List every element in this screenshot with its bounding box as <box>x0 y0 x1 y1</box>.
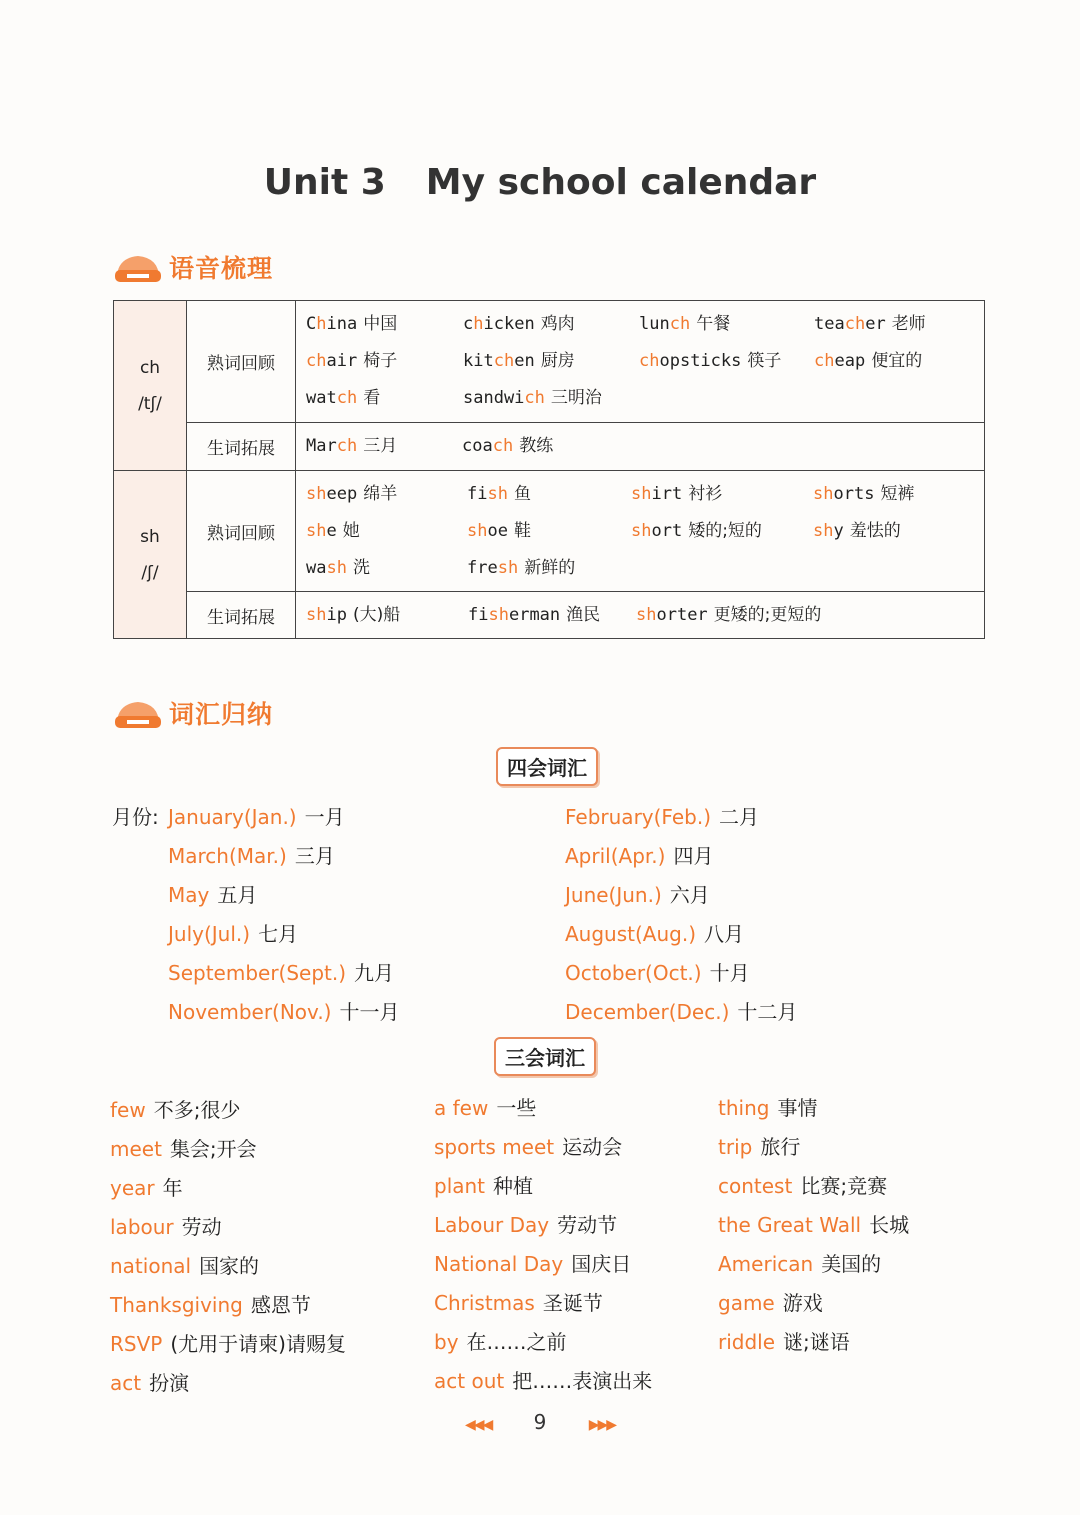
vocab-chinese: 九月 <box>354 961 395 985</box>
word-meaning: 洗 <box>352 557 370 578</box>
word-highlight: ch <box>336 388 358 408</box>
word-highlight: sh <box>631 520 652 541</box>
word-highlight: sh <box>497 557 519 578</box>
vocab-english: act out <box>434 1369 505 1393</box>
word-meaning: 她 <box>342 520 360 541</box>
vocab-english: Thanksgiving <box>110 1293 243 1317</box>
vocab-item <box>434 1206 652 1245</box>
vocab-item <box>565 915 797 954</box>
vocab-item <box>168 993 400 1032</box>
section-tab-icon <box>113 694 163 732</box>
phonics-table <box>113 300 985 639</box>
three-skill-column-3 <box>718 1089 909 1362</box>
vocab-chinese: 国庆日 <box>571 1252 632 1276</box>
word-highlight: sh <box>467 520 488 541</box>
word-prefix: fi <box>467 483 488 504</box>
vocab-item <box>434 1323 652 1362</box>
vocab-chinese: 一月 <box>304 805 345 829</box>
word-suffix: e <box>326 520 337 541</box>
phonics-section-header <box>113 248 273 286</box>
vocab-item <box>718 1167 909 1206</box>
word-meaning: 看 <box>363 388 381 408</box>
vocab-english: Christmas <box>434 1291 535 1315</box>
vocab-item <box>434 1284 652 1323</box>
vocab-item <box>110 1247 346 1286</box>
sh-new-words <box>296 592 985 639</box>
unit-label: Unit 3 <box>263 162 386 203</box>
word-prefix: fre <box>467 557 498 578</box>
word-meaning: (大)船 <box>352 604 401 625</box>
vocab-item <box>565 876 797 915</box>
word-meaning: 鱼 <box>513 483 531 504</box>
section-tab-icon <box>113 248 163 286</box>
phonics-word <box>306 597 468 634</box>
vocab-chinese: 十月 <box>709 961 750 985</box>
phonics-section-title: 语音梳理 <box>169 254 274 283</box>
sh-new-label: 生词拓展 <box>187 592 296 639</box>
vocab-item <box>434 1362 652 1401</box>
word-highlight: ch <box>336 436 358 456</box>
vocab-chinese: 劳动节 <box>557 1213 618 1237</box>
vocab-english: September(Sept.) <box>168 961 347 985</box>
word-meaning: 矮的;短的 <box>688 520 762 541</box>
word-meaning: 鸡肉 <box>540 314 575 334</box>
word-prefix: wa <box>306 557 327 578</box>
vocab-english: labour <box>110 1215 174 1239</box>
phonics-word <box>463 380 639 417</box>
word-suffix: ort <box>651 520 683 541</box>
word-highlight: ch <box>493 351 515 371</box>
phonics-word <box>467 550 631 587</box>
vocab-english: act <box>110 1371 142 1395</box>
word-meaning: 椅子 <box>363 351 398 371</box>
word-grid <box>296 597 984 634</box>
vocab-chinese: 游戏 <box>782 1291 823 1315</box>
word-suffix: er <box>865 314 886 334</box>
vocab-chinese: 运动会 <box>562 1135 623 1159</box>
word-prefix: C <box>306 314 317 334</box>
word-meaning: 衬衫 <box>688 483 723 504</box>
phonics-word <box>639 343 814 380</box>
word-meaning: 便宜的 <box>871 351 923 371</box>
phonics-word <box>463 306 639 343</box>
vocab-item <box>110 1325 346 1364</box>
ch-familiar-words <box>296 301 985 423</box>
word-suffix: irt <box>651 483 683 504</box>
phonics-word <box>814 343 974 380</box>
vocab-chinese: 旅行 <box>760 1135 801 1159</box>
word-suffix: oe <box>487 520 508 541</box>
phonics-word <box>306 306 463 343</box>
vocab-chinese: 十二月 <box>737 1000 798 1024</box>
vocab-item <box>168 798 400 837</box>
vocab-chinese: 劳动 <box>181 1215 222 1239</box>
three-skill-column-1 <box>110 1091 346 1403</box>
word-suffix: opsticks <box>659 351 742 371</box>
vocab-english: June(Jun.) <box>565 883 662 907</box>
phonics-word <box>462 428 662 465</box>
vocab-item <box>434 1167 652 1206</box>
word-prefix: lun <box>639 314 670 334</box>
word-suffix: y <box>833 520 844 541</box>
word-highlight: sh <box>631 483 652 504</box>
vocab-section-title: 词汇归纳 <box>169 700 274 729</box>
unit-name: My school calendar <box>425 162 817 203</box>
three-skill-column-2 <box>434 1089 652 1401</box>
word-suffix: orts <box>833 483 875 504</box>
vocab-chinese: 在……之前 <box>466 1330 567 1354</box>
word-highlight: ch <box>524 388 545 408</box>
vocab-chinese: 感恩节 <box>250 1293 311 1317</box>
vocab-chinese: 年 <box>162 1176 183 1200</box>
vocab-item <box>168 876 400 915</box>
sh-symbol: sh <box>140 526 160 547</box>
vocab-item <box>565 837 797 876</box>
vocab-english: the Great Wall <box>718 1213 862 1237</box>
vocab-chinese: 不多;很少 <box>153 1098 241 1122</box>
vocab-english: November(Nov.) <box>168 1000 332 1024</box>
word-highlight: ch <box>492 436 514 456</box>
vocab-chinese: 十一月 <box>339 1000 400 1024</box>
vocab-english: American <box>718 1252 814 1276</box>
vocab-chinese: 八月 <box>704 922 745 946</box>
word-meaning: 中国 <box>363 314 398 334</box>
word-prefix: c <box>463 314 474 334</box>
vocab-english: few <box>110 1098 146 1122</box>
phonics-word <box>467 476 631 513</box>
phonics-word <box>631 476 813 513</box>
vocab-chinese: 美国的 <box>821 1252 882 1276</box>
word-highlight: h <box>316 314 327 334</box>
ch-ipa: /tʃ/ <box>138 393 162 414</box>
word-suffix: eep <box>326 483 358 504</box>
word-meaning: 教练 <box>519 436 554 456</box>
phonics-word <box>467 513 631 550</box>
vocab-english: game <box>718 1291 775 1315</box>
word-highlight: h <box>473 314 484 334</box>
word-suffix: eap <box>834 351 866 371</box>
four-skill-badge: 四会词汇 <box>496 747 598 786</box>
word-meaning: 绵羊 <box>363 483 398 504</box>
vocab-english: February(Feb.) <box>565 805 711 829</box>
sh-familiar-label: 熟词回顾 <box>187 471 296 592</box>
vocab-english: July(Jul.) <box>168 922 251 946</box>
vocab-item <box>168 954 400 993</box>
ch-symbol: ch <box>139 357 161 378</box>
ch-familiar-label: 熟词回顾 <box>187 301 296 423</box>
vocab-chinese: 六月 <box>669 883 710 907</box>
vocab-item <box>110 1208 346 1247</box>
word-suffix: erman <box>508 604 561 625</box>
vocab-item <box>565 798 797 837</box>
word-meaning: 渔民 <box>566 604 601 625</box>
vocab-item <box>168 837 400 876</box>
word-prefix: sandwi <box>463 388 525 408</box>
vocab-item <box>718 1128 909 1167</box>
word-suffix: ina <box>326 314 358 334</box>
phonics-word <box>636 597 876 634</box>
vocab-english: March(Mar.) <box>168 844 287 868</box>
word-meaning: 三月 <box>363 436 398 456</box>
phonics-word <box>813 513 973 550</box>
word-suffix: icken <box>483 314 535 334</box>
vocab-chinese: 七月 <box>258 922 299 946</box>
word-meaning: 午餐 <box>696 314 731 334</box>
vocab-item <box>434 1245 652 1284</box>
vocab-english: sports meet <box>434 1135 555 1159</box>
vocab-chinese: 五月 <box>217 883 258 907</box>
word-highlight: sh <box>306 483 327 504</box>
phonics-word <box>813 476 973 513</box>
phonics-word <box>639 306 814 343</box>
vocab-english: May <box>168 883 210 907</box>
word-highlight: sh <box>813 483 834 504</box>
phonics-word <box>306 476 467 513</box>
word-highlight: sh <box>306 520 327 541</box>
vocab-chinese: 长城 <box>869 1213 910 1237</box>
word-highlight: sh <box>306 604 327 625</box>
page-number: 9 <box>533 1410 547 1434</box>
vocab-chinese: 一些 <box>496 1096 537 1120</box>
phonics-word <box>814 306 974 343</box>
word-prefix: wat <box>306 388 337 408</box>
months-prefix: 月份: <box>112 805 159 829</box>
vocab-chinese: (尤用于请柬)请赐复 <box>170 1332 346 1356</box>
vocab-english: August(Aug.) <box>565 922 697 946</box>
phonics-word <box>306 428 462 465</box>
vocab-item <box>168 915 400 954</box>
word-highlight: sh <box>487 483 508 504</box>
three-skill-badge: 三会词汇 <box>494 1037 596 1076</box>
vocab-section-header <box>113 694 273 732</box>
word-suffix: en <box>514 351 535 371</box>
vocab-chinese: 事情 <box>777 1096 818 1120</box>
vocab-item <box>110 1130 346 1169</box>
vocab-item <box>434 1128 652 1167</box>
vocab-english: year <box>110 1176 155 1200</box>
word-highlight: ch <box>814 351 835 371</box>
word-highlight: sh <box>326 557 347 578</box>
vocab-english: contest <box>718 1174 793 1198</box>
vocab-item <box>110 1169 346 1208</box>
page-title <box>0 162 1080 203</box>
word-highlight: sh <box>813 520 834 541</box>
vocab-chinese: 扮演 <box>149 1371 190 1395</box>
word-meaning: 三明治 <box>550 388 602 408</box>
word-grid <box>296 306 984 417</box>
vocab-chinese: 三月 <box>294 844 335 868</box>
vocab-english: December(Dec.) <box>565 1000 730 1024</box>
sh-familiar-words <box>296 471 985 592</box>
vocab-english: national <box>110 1254 192 1278</box>
word-meaning: 厨房 <box>540 351 575 371</box>
phonics-word <box>468 597 636 634</box>
vocab-item <box>434 1089 652 1128</box>
phonics-word <box>631 513 813 550</box>
vocab-item <box>718 1206 909 1245</box>
word-suffix: ip <box>326 604 347 625</box>
word-meaning: 鞋 <box>513 520 531 541</box>
vocab-english: Labour Day <box>434 1213 550 1237</box>
ch-symbol-cell <box>114 301 187 471</box>
vocab-item <box>110 1364 346 1403</box>
vocab-english: January(Jan.) <box>168 805 297 829</box>
vocab-english: by <box>434 1330 459 1354</box>
vocab-chinese: 圣诞节 <box>542 1291 603 1315</box>
word-prefix: tea <box>814 314 845 334</box>
word-highlight: ch <box>306 351 327 371</box>
vocab-english: April(Apr.) <box>565 844 666 868</box>
word-prefix: fi <box>468 604 489 625</box>
phonics-word <box>306 550 467 587</box>
sh-ipa: /ʃ/ <box>141 562 159 583</box>
word-meaning: 筷子 <box>747 351 782 371</box>
vocab-item <box>718 1284 909 1323</box>
months-left-column <box>168 798 400 1032</box>
word-prefix: kit <box>463 351 494 371</box>
word-meaning: 新鲜的 <box>524 557 576 578</box>
word-prefix: Mar <box>306 436 337 456</box>
vocab-english: riddle <box>718 1330 776 1354</box>
vocab-chinese: 集会;开会 <box>169 1137 257 1161</box>
word-highlight: sh <box>488 604 509 625</box>
ch-new-words <box>296 423 985 471</box>
vocab-item <box>110 1091 346 1130</box>
vocab-english: thing <box>718 1096 770 1120</box>
vocab-item <box>718 1323 909 1362</box>
vocab-chinese: 四月 <box>673 844 714 868</box>
word-prefix: coa <box>462 436 493 456</box>
vocab-chinese: 谜;谜语 <box>783 1330 850 1354</box>
word-meaning: 羞怯的 <box>849 520 901 541</box>
vocab-chinese: 比赛;竞赛 <box>800 1174 888 1198</box>
word-highlight: ch <box>639 351 660 371</box>
word-grid <box>296 428 984 465</box>
prev-arrows-icon: ◀◀◀ <box>464 1417 492 1433</box>
vocab-english: plant <box>434 1174 486 1198</box>
phonics-word <box>306 343 463 380</box>
word-meaning: 更矮的;更短的 <box>713 604 822 625</box>
vocab-item <box>565 993 797 1032</box>
vocab-english: National Day <box>434 1252 564 1276</box>
vocab-item <box>718 1089 909 1128</box>
vocab-chinese: 二月 <box>719 805 759 829</box>
phonics-word <box>306 380 463 417</box>
ch-new-label: 生词拓展 <box>187 423 296 471</box>
next-arrows-icon: ▶▶▶ <box>588 1417 616 1433</box>
word-highlight: ch <box>669 314 691 334</box>
word-meaning: 短裤 <box>880 483 915 504</box>
vocab-english: meet <box>110 1137 162 1161</box>
phonics-word <box>463 343 639 380</box>
word-meaning: 老师 <box>891 314 926 334</box>
word-suffix: air <box>326 351 358 371</box>
vocab-item <box>110 1286 346 1325</box>
page-footer <box>0 1410 1080 1434</box>
vocab-english: a few <box>434 1096 489 1120</box>
months-right-column <box>565 798 797 1032</box>
phonics-word <box>306 513 467 550</box>
vocab-english: RSVP <box>110 1332 163 1356</box>
word-highlight: ch <box>844 314 866 334</box>
word-suffix: orter <box>656 604 708 625</box>
vocab-chinese: 国家的 <box>199 1254 260 1278</box>
vocab-english: October(Oct.) <box>565 961 702 985</box>
word-grid <box>296 476 984 587</box>
word-highlight: sh <box>636 604 657 625</box>
vocab-chinese: 把……表演出来 <box>512 1369 653 1393</box>
vocab-item <box>718 1245 909 1284</box>
vocab-item <box>565 954 797 993</box>
sh-symbol-cell <box>114 471 187 639</box>
vocab-chinese: 种植 <box>493 1174 534 1198</box>
vocab-english: trip <box>718 1135 753 1159</box>
